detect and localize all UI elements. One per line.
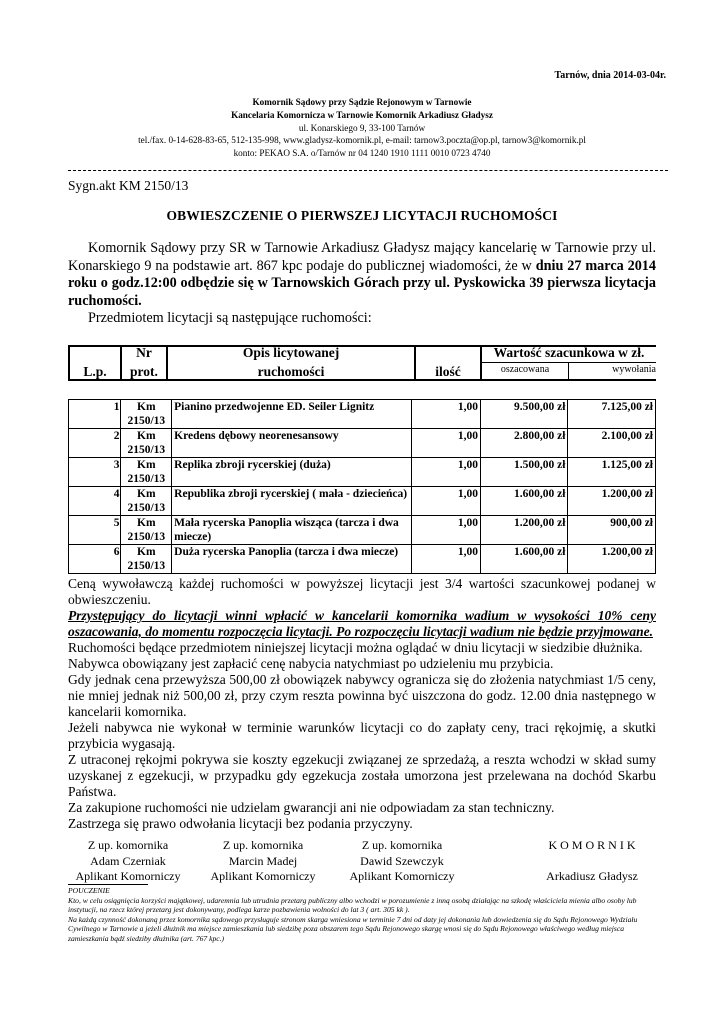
signature-name [530, 854, 654, 870]
row-wywolania: 2.100,00 zł [568, 429, 656, 458]
row-oszacowana: 1.600,00 zł [481, 545, 568, 574]
letterhead-line-1: Komornik Sądowy przy Sądzie Rejonowym w Tarnowie [252, 97, 472, 107]
row-ilosc: 1,00 [411, 458, 480, 487]
row-lp: 6 [69, 545, 121, 574]
row-ilosc: 1,00 [411, 545, 480, 574]
row-oszacowana: 1.200,00 zł [481, 516, 568, 545]
row-nr: Km 2150/13 [121, 516, 172, 545]
row-opis: Kredens dębowy neorenesansowy [172, 429, 411, 458]
row-ilosc: 1,00 [411, 516, 480, 545]
table-row [69, 487, 656, 516]
letterhead-address: ul. Konarskiego 9, 33-100 Tarnów [298, 122, 426, 133]
case-reference: Sygn.akt KM 2150/13 [68, 178, 189, 193]
condition-starting-price: Ceną wywoławczą każdej ruchomości w powyższej licytacji jest 3/4 wartości szacunkowej podanej w obwieszczeniu. [68, 576, 656, 607]
signature-name: Dawid Szewczyk [360, 853, 444, 868]
row-nr: Km 2150/13 [121, 400, 172, 429]
table-row [69, 429, 656, 458]
row-opis: Mała rycerska Panoplia wisząca (tarcza i dwa miecze) [172, 516, 411, 545]
signature-role: K O M O R N I K [548, 838, 636, 852]
row-opis: Duża rycerska Panoplia (tarcza i dwa miecze) [172, 545, 411, 574]
col-opis-bottom: ruchomości [257, 364, 325, 379]
col-wywolania: wywołania [612, 364, 656, 375]
table-row [69, 400, 656, 429]
document-date: Tarnów, dnia 2014-03-04r. [554, 70, 666, 81]
row-nr: Km 2150/13 [121, 458, 172, 487]
letterhead-contact: tel./fax. 0-14-628-83-65, 512-135-998, www.gladysz-komornik.pl, e-mail: tarnow3.poczta@op.pl, tarnow3@komornik.pl [138, 135, 586, 146]
col-wartosc: Wartość szacunkowa w zł. [493, 345, 645, 360]
signature-name: Marcin Madej [228, 853, 298, 868]
condition-deposit: Przystępujący do licytacji winni wpłacić w kancelarii komornika wadium w wysokości 10% ceny oszacowania, do momentu rozpoczęcia licytacji. Po rozpoczęciu licytacji wadium nie będzie przyjmowane. [68, 608, 656, 639]
row-oszacowana: 9.500,00 zł [481, 400, 568, 429]
col-nr-bottom: prot. [130, 364, 158, 379]
condition-cancellation: Zastrzega się prawo odwołania licytacji bez podania przyczyny. [68, 816, 413, 831]
signature-block [198, 838, 328, 885]
intro-text: Komornik Sądowy przy SR w Tarnowie Arkadiusz Gładysz mający kancelarię w Tarnowie przy ul. Konarskiego 9 na podstawie art. 867 kpc podaje do publicznej wiadomości, że w [68, 240, 656, 274]
row-wywolania: 1.200,00 zł [568, 545, 656, 574]
signature-title: Aplikant Komorniczy [210, 869, 316, 883]
col-lp: L.p. [83, 364, 107, 379]
row-opis: Replika zbroji rycerskiej (duża) [172, 458, 411, 487]
items-intro: Przedmiotem licytacji są następujące ruchomości: [88, 310, 372, 326]
row-lp: 3 [69, 458, 121, 487]
letterhead-account: konto: PEKAO S.A. o/Tarnów nr 04 1240 1910 1111 0010 0723 4740 [233, 148, 491, 159]
conditions-text [68, 576, 656, 832]
items-table [68, 399, 656, 574]
signature-block [68, 838, 188, 885]
condition-large-payment: Gdy jednak cena przewyższa 500,00 zł obowiązek nabywcy ogranicza się do złożenia natychmiast 1/5 ceny, nie mniej jednak niż 500,00 zł, przy czym reszta powinna być uiszczona do godz. 12.00 dnia następnego w kancelarii komornika. [68, 672, 656, 719]
condition-forfeit: Jeżeli nabywca nie wykonał w terminie warunków licytacji co do zapłaty ceny, traci rękojmię, a skutki przybicia wygasają. [68, 720, 656, 751]
table-row [69, 516, 656, 545]
row-nr: Km 2150/13 [121, 545, 172, 574]
table-row [69, 545, 656, 574]
row-opis: Pianino przedwojenne ED. Seiler Lignitz [172, 400, 411, 429]
signature-title: Aplikant Komorniczy [349, 869, 455, 883]
legal-notice [68, 886, 656, 944]
col-opis-top: Opis licytowanej [242, 345, 340, 360]
row-wywolania: 900,00 zł [568, 516, 656, 545]
row-wywolania: 7.125,00 zł [568, 400, 656, 429]
intro-auction-date: dniu 27 marca 2014 roku o godz.12:00 odbędzie się w Tarnowskich Górach przy ul. Pyskowicka 39 pierwsza licytacja ruchomości. [68, 257, 656, 309]
row-lp: 1 [69, 400, 121, 429]
condition-warranty: Za zakupione ruchomości nie udzielam gwarancji ani nie odpowiadam za stan techniczny. [68, 800, 555, 815]
signature-name: Adam Czerniak [90, 853, 166, 868]
legal-notice-heading: POUCZENIE [68, 886, 110, 895]
signature-block [332, 838, 472, 885]
legal-notice-text-2: Na każdą czynność dokonaną przez komornika sądowego przysługuje stronom skarga wniesiona w terminie 7 dni od daty jej dokonania lub dowiedzenia się do Sądu Rejonowego Wydziału Cywilnego w Tarnowie a jeżeli dłużnik ma miejsce zamieszkania lub siedzibę poza obszarem tego Sądu Rejonowego skargę wnosi się do Sądu Rejonowego właściwego według miejsca zamieszkania bądź siedziby dłużnika (art. 767 kpc.) [68, 914, 638, 943]
condition-payment: Nabywca obowiązany jest zapłacić cenę nabycia natychmiast po udzieleniu mu przybicia. [68, 656, 554, 671]
col-oszacowana: oszacowana [500, 364, 550, 375]
table-row [69, 458, 656, 487]
legal-notice-text-1: Kto, w celu osiągnięcia korzyści majątkowej, udaremnia lub utrudnia przetarg publiczny albo wchodzi w porozumienie z inną osobą działając na szkodę właściciela mienia albo osoby lub instytucji, na rzecz której przetarg jest dokonywany, podlega karze pozbawienia wolności do lat 3 ( art. 305 kk ). [68, 895, 637, 915]
row-ilosc: 1,00 [411, 429, 480, 458]
condition-lost-deposit: Z utraconej rękojmi pokrywa sie koszty egzekucji związanej ze sprzedażą, a reszta wchodzi w skład sumy uzyskanej z egzekucji, w przypadku gdy egzekucja została umorzona jest przelewana na dochód Skarbu Państwa. [68, 752, 656, 799]
row-lp: 4 [69, 487, 121, 516]
condition-viewing: Ruchomości będące przedmiotem niniejszej licytacji można oglądać w dniu licytacji w siedzibie dłużnika. [68, 640, 643, 655]
signature-role: Z up. komornika [87, 838, 169, 852]
row-wywolania: 1.200,00 zł [568, 487, 656, 516]
letterhead-line-2: Kancelaria Komornicza w Tarnowie Komornik Arkadiusz Gładysz [231, 109, 493, 120]
row-opis: Republika zbroji rycerskiej ( mała - dziecieńca) [172, 487, 411, 516]
signature-block [530, 838, 654, 885]
col-nr-top: Nr [136, 345, 152, 360]
col-ilosc: ilość [435, 364, 461, 379]
row-lp: 2 [69, 429, 121, 458]
letterhead [60, 96, 664, 160]
row-ilosc: 1,00 [411, 400, 480, 429]
footer-divider [68, 884, 148, 885]
signature-role: Z up. komornika [222, 838, 304, 852]
signature-title: Arkadiusz Gładysz [546, 869, 638, 883]
row-lp: 5 [69, 516, 121, 545]
row-oszacowana: 1.600,00 zł [481, 487, 568, 516]
signature-role: Z up. komornika [361, 838, 443, 852]
intro-paragraph [68, 240, 656, 310]
signature-title: Aplikant Komorniczy [75, 869, 181, 883]
items-table-header [68, 345, 656, 381]
row-nr: Km 2150/13 [121, 429, 172, 458]
row-oszacowana: 1.500,00 zł [481, 458, 568, 487]
header-divider [68, 170, 668, 171]
row-nr: Km 2150/13 [121, 487, 172, 516]
row-wywolania: 1.125,00 zł [568, 458, 656, 487]
row-ilosc: 1,00 [411, 487, 480, 516]
row-oszacowana: 2.800,00 zł [481, 429, 568, 458]
page-title: OBWIESZCZENIE O PIERWSZEJ LICYTACJI RUCHOMOŚCI [166, 208, 558, 223]
